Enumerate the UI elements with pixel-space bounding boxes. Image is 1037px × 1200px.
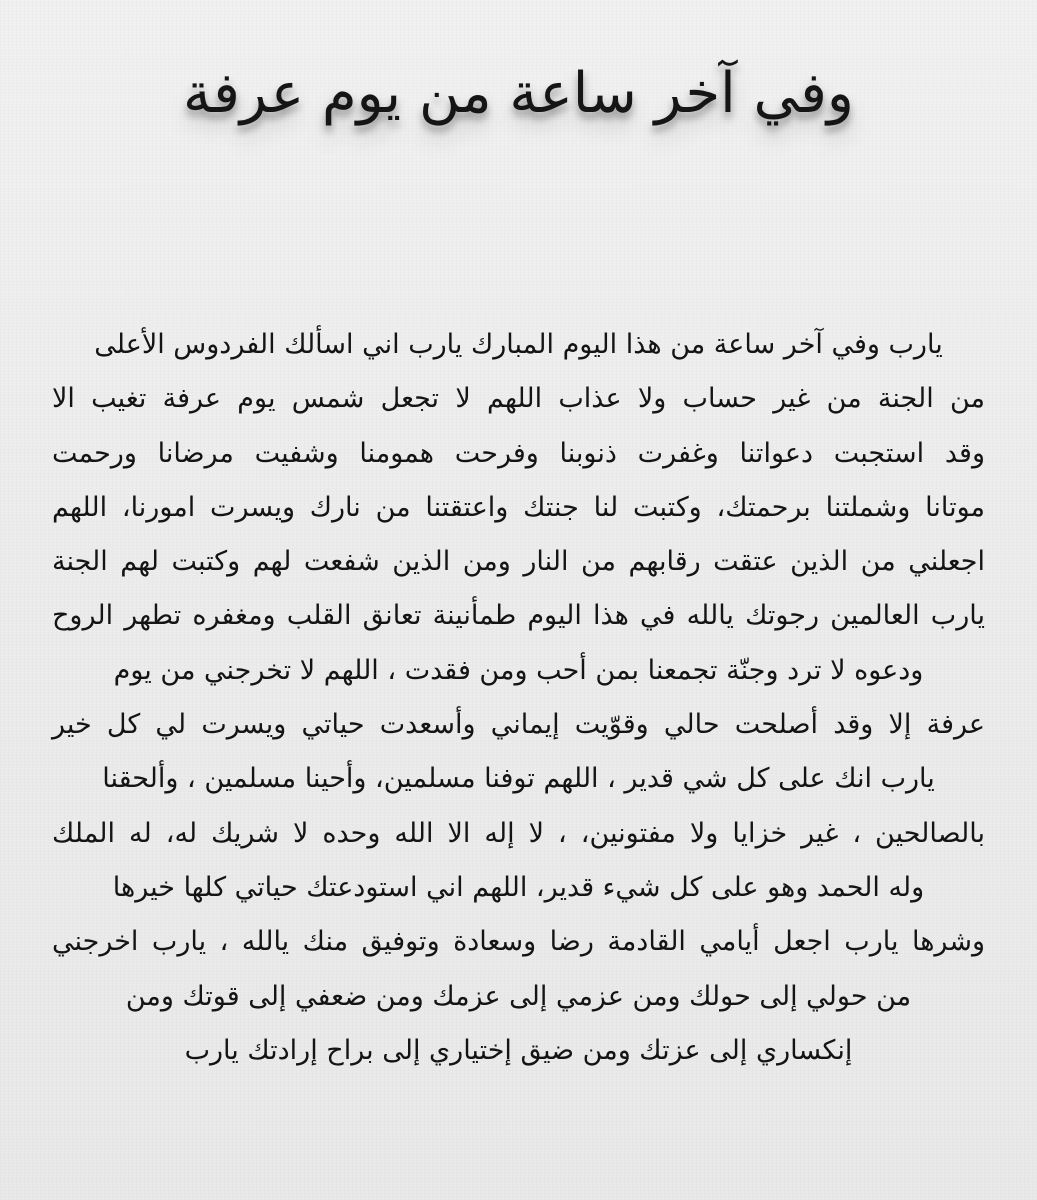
text-line-11: وله الحمد وهو على كل شيء قدير، اللهم اني استودعتك حياتي كلها خيرها	[112, 871, 925, 903]
text-line-10: بالصالحين ، غير خزايا ولا مفتونين، ، لا إله الا الله وحده لا شريك له، له الملك	[52, 817, 985, 849]
text-line-3: وقد استجبت دعواتنا وغفرت ذنوبنا وفرحت همومنا وشفيت مرضانا ورحمت	[52, 437, 985, 469]
text-line-7: ودعوه لا ترد وجنّة تجمعنا بمن أحب ومن فقدت ، اللهم لا تخرجني من يوم	[113, 654, 924, 686]
prayer-text	[52, 318, 985, 1078]
text-line-8: عرفة إلا وقد أصلحت حالي وقوّيت إيماني وأسعدت حياتي ويسرت لي كل خير	[52, 709, 985, 741]
text-line-5: اجعلني من الذين عتقت رقابهم من النار ومن الذين شفعت لهم وكتبت لهم الجنة	[52, 546, 985, 578]
text-line-13: من حولي إلى حولك ومن عزمي إلى عزمك ومن ضعفي إلى قوتك ومن	[125, 980, 912, 1012]
text-line-14: إنكساري إلى عزتك ومن ضيق إختياري إلى براح إرادتك يارب	[184, 1034, 853, 1066]
text-line-4: موتانا وشملتنا برحمتك، وكتبت لنا جنتك واعتقتنا من نارك ويسرت امورنا، اللهم	[52, 491, 985, 523]
text-line-2: من الجنة من غير حساب ولا عذاب اللهم لا تجعل شمس يوم عرفة تغيب الا	[52, 383, 985, 415]
text-line-9: يارب انك على كل شي قدير ، اللهم توفنا مسلمين، وأحينا مسلمين ، وألحقنا	[102, 763, 935, 795]
text-line-12: وشرها يارب اجعل أيامي القادمة رضا وسعادة وتوفيق منك يالله ، يارب اخرجني	[52, 926, 985, 958]
text-line-6: يارب العالمين رجوتك يالله في هذا اليوم طمأنينة تعانق القلب ومغفره تطهر الروح	[52, 600, 985, 632]
page-title: وفي آخر ساعة من يوم عرفة	[183, 61, 854, 126]
text-line-1: يارب وفي آخر ساعة من هذا اليوم المبارك يارب اني اسألك الفردوس الأعلى	[94, 329, 943, 360]
